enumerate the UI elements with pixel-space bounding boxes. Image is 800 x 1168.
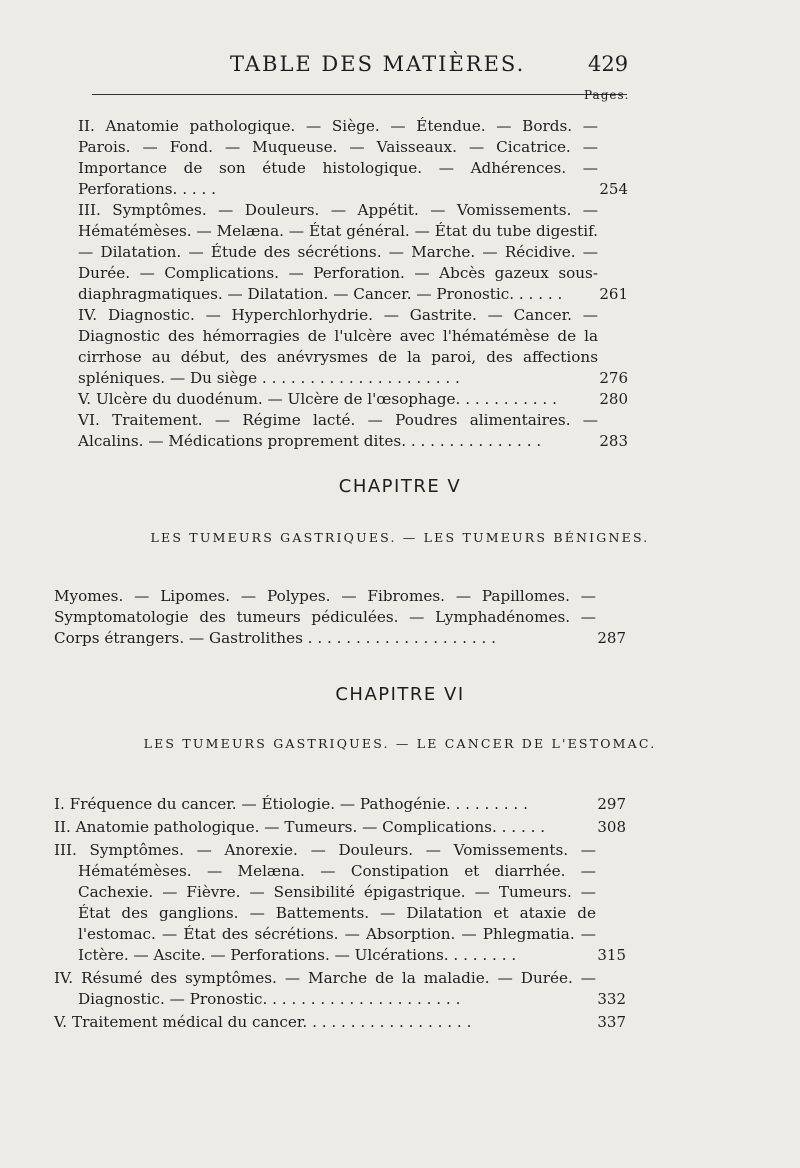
- toc-section-benign-tumors: [54, 586, 626, 649]
- toc-entry-text: II. Anatomie pathologique. — Tumeurs. — Complications. . . . . .: [54, 818, 546, 836]
- toc-entry: [54, 840, 626, 966]
- toc-entry: [54, 1012, 626, 1033]
- toc-entry-text: III. Symptômes. — Douleurs. — Appétit. — Vomissements. — Hématémèses. — Melæna. — État général. — État du tube digestif. — Dilatation. — Étude des sécrétions. — Marche. — Récidive. — Durée. — Complications. — Perforation. — Abcès gazeux sous-diaphragmatiques. — Dilatation. — Cancer. — Pronostic. . . . . .: [78, 201, 598, 303]
- toc-entry: [54, 968, 626, 1010]
- page-number: 429: [588, 52, 629, 76]
- toc-entry: [56, 389, 628, 410]
- toc-entry-text: VI. Traitement. — Régime lacté. — Poudres alimentaires. — Alcalins. — Médications proprement dites. . . . . . . . . . . . . . .: [78, 411, 598, 450]
- toc-entry-text: II. Anatomie pathologique. — Siège. — Étendue. — Bords. — Parois. — Fond. — Muqueuse. — Vaisseaux. — Cicatrice. — Importance de son étude histologique. — Adhérences. — Perforations. . . . .: [78, 117, 598, 198]
- toc-entry-page: 261: [599, 285, 628, 303]
- toc-entry-page: 280: [599, 390, 628, 408]
- chapter-6-title: CHAPITRE VI: [335, 684, 465, 705]
- toc-entry-text: IV. Diagnostic. — Hyperchlorhydrie. — Gastrite. — Cancer. — Diagnostic des hémorragies de l'ulcère avec l'hématémèse de la cirrhose au début, des anévrysmes de la paroi, des affections spléniques. — Du siège . . . . . . . . . . . . . . . . . . . . .: [78, 306, 598, 387]
- toc-entry-text: I. Fréquence du cancer. — Étiologie. — Pathogénie. . . . . . . . .: [54, 795, 528, 813]
- toc-entry-text: III. Symptômes. — Anorexie. — Douleurs. — Vomissements. — Hématémèses. — Melæna. — Constipation et diarrhée. — Cachexie. — Fièvre. — Sensibilité épigastrique. — Tumeurs. — État des ganglions. — Battements. — Dilatation et ataxie de l'estomac. — État des sécrétions. — Absorption. — Phlegmatia. — Ictère. — Ascite. — Perforations. — Ulcérations. . . . . . . .: [54, 841, 596, 964]
- toc-entry-text: Myomes. — Lipomes. — Polypes. — Fibromes. — Papillomes. — Symptomatologie des tumeurs pédiculées. — Lymphadénomes. — Corps étrangers. — Gastrolithes . . . . . . . . . . . . . . . . . . . .: [54, 587, 596, 647]
- toc-entry-page: 297: [597, 795, 626, 813]
- chapter-5-subtitle: LES TUMEURS GASTRIQUES. — LES TUMEURS BÉNIGNES.: [150, 530, 650, 545]
- toc-entry-text: V. Ulcère du duodénum. — Ulcère de l'œsophage. . . . . . . . . . .: [78, 390, 557, 408]
- toc-entry: [54, 817, 626, 838]
- running-title: TABLE DES MATIÈRES.: [230, 52, 526, 76]
- toc-entry-text: V. Traitement médical du cancer. . . . . . . . . . . . . . . . . .: [54, 1013, 472, 1031]
- toc-entry-page: 287: [597, 629, 626, 647]
- chapter-6-subtitle: LES TUMEURS GASTRIQUES. — LE CANCER DE L'ESTOMAC.: [143, 736, 657, 751]
- toc-section-ulcer: [56, 116, 628, 452]
- toc-entry: [56, 410, 628, 452]
- toc-entry-page: 254: [599, 180, 628, 198]
- toc-section-cancer: [54, 794, 626, 1033]
- chapter-5-title: CHAPITRE V: [338, 476, 462, 497]
- toc-entry-page: 332: [597, 990, 626, 1008]
- toc-entry-page: 283: [599, 432, 628, 450]
- toc-entry: [56, 305, 628, 389]
- pages-column-label: Pages.: [584, 88, 630, 102]
- toc-entry-page: 315: [597, 946, 626, 964]
- toc-entry: [56, 116, 628, 200]
- header-rule: [92, 94, 627, 95]
- toc-entry: [54, 794, 626, 815]
- toc-entry-page: 276: [599, 369, 628, 387]
- toc-entry-page: 308: [597, 818, 626, 836]
- toc-entry: [54, 586, 626, 649]
- toc-entry: [56, 200, 628, 305]
- toc-entry-page: 337: [597, 1013, 626, 1031]
- page-header: [0, 52, 800, 82]
- toc-entry-text: IV. Résumé des symptômes. — Marche de la maladie. — Durée. — Diagnostic. — Pronostic. . . . . . . . . . . . . . . . . . . . .: [54, 969, 596, 1008]
